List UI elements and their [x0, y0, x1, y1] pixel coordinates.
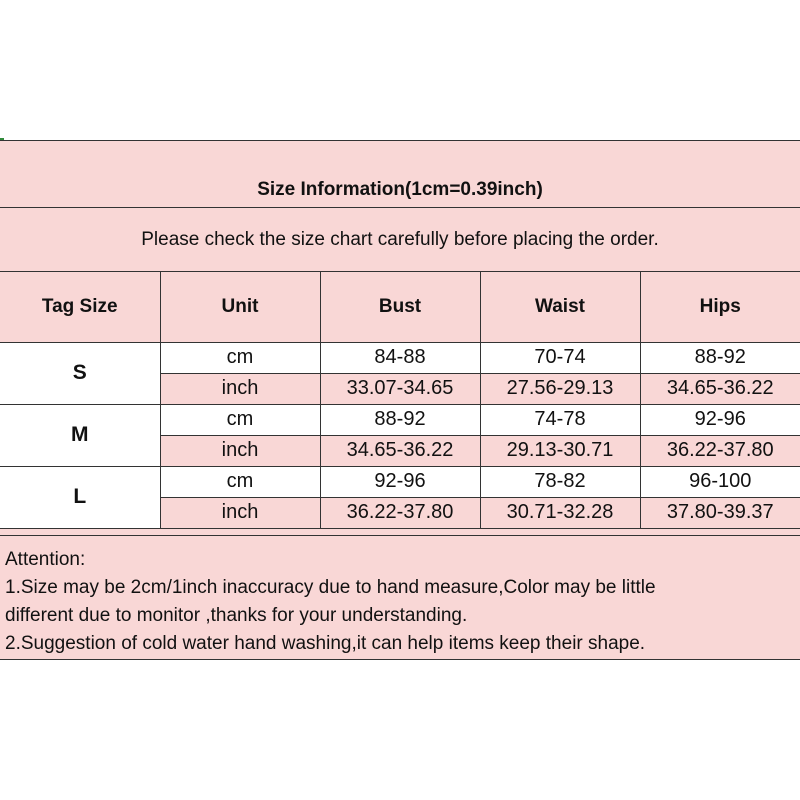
- header-waist: Waist: [480, 272, 640, 342]
- attention-line: 2.Suggestion of cold water hand washing,it can help items keep their shape.: [5, 633, 646, 654]
- unit-cell: cm: [160, 466, 320, 497]
- waist-cell: 30.71-32.28: [480, 497, 640, 528]
- table-row: [0, 404, 800, 435]
- bust-cell: 88-92: [320, 404, 480, 435]
- unit-cell: inch: [160, 435, 320, 466]
- unit-cell: inch: [160, 497, 320, 528]
- tag-size-l: L: [0, 466, 160, 528]
- header-unit: Unit: [160, 272, 320, 342]
- bust-cell: 34.65-36.22: [320, 435, 480, 466]
- title-row: [0, 141, 800, 208]
- waist-cell: 74-78: [480, 404, 640, 435]
- attention-line: 1.Size may be 2cm/1inch inaccuracy due to hand measure,Color may be little: [5, 577, 656, 598]
- hips-cell: 96-100: [640, 466, 800, 497]
- header-bust: Bust: [320, 272, 480, 342]
- bust-cell: 33.07-34.65: [320, 373, 480, 404]
- unit-cell: inch: [160, 373, 320, 404]
- header-tag-size: Tag Size: [0, 272, 160, 342]
- size-chart: [0, 140, 800, 660]
- table-row: [0, 466, 800, 497]
- hips-cell: 88-92: [640, 342, 800, 373]
- tag-size-m: M: [0, 404, 160, 466]
- attention-notes: [0, 535, 800, 661]
- waist-cell: 29.13-30.71: [480, 435, 640, 466]
- hips-cell: 92-96: [640, 404, 800, 435]
- attention-line: different due to monitor ,thanks for your understanding.: [5, 605, 468, 626]
- table-row: [0, 342, 800, 373]
- hips-cell: 37.80-39.37: [640, 497, 800, 528]
- hips-cell: 34.65-36.22: [640, 373, 800, 404]
- chart-title: Size Information(1cm=0.39inch): [257, 179, 543, 200]
- hips-cell: 36.22-37.80: [640, 435, 800, 466]
- tag-size-s: S: [0, 342, 160, 404]
- notice-row: [0, 208, 800, 272]
- header-hips: Hips: [640, 272, 800, 342]
- attention-heading: Attention:: [5, 549, 86, 570]
- size-table: [0, 272, 800, 529]
- unit-cell: cm: [160, 342, 320, 373]
- order-notice: Please check the size chart carefully before placing the order.: [141, 228, 659, 250]
- waist-cell: 78-82: [480, 466, 640, 497]
- bust-cell: 92-96: [320, 466, 480, 497]
- bust-cell: 84-88: [320, 342, 480, 373]
- waist-cell: 70-74: [480, 342, 640, 373]
- table-header-row: [0, 272, 800, 342]
- bust-cell: 36.22-37.80: [320, 497, 480, 528]
- waist-cell: 27.56-29.13: [480, 373, 640, 404]
- unit-cell: cm: [160, 404, 320, 435]
